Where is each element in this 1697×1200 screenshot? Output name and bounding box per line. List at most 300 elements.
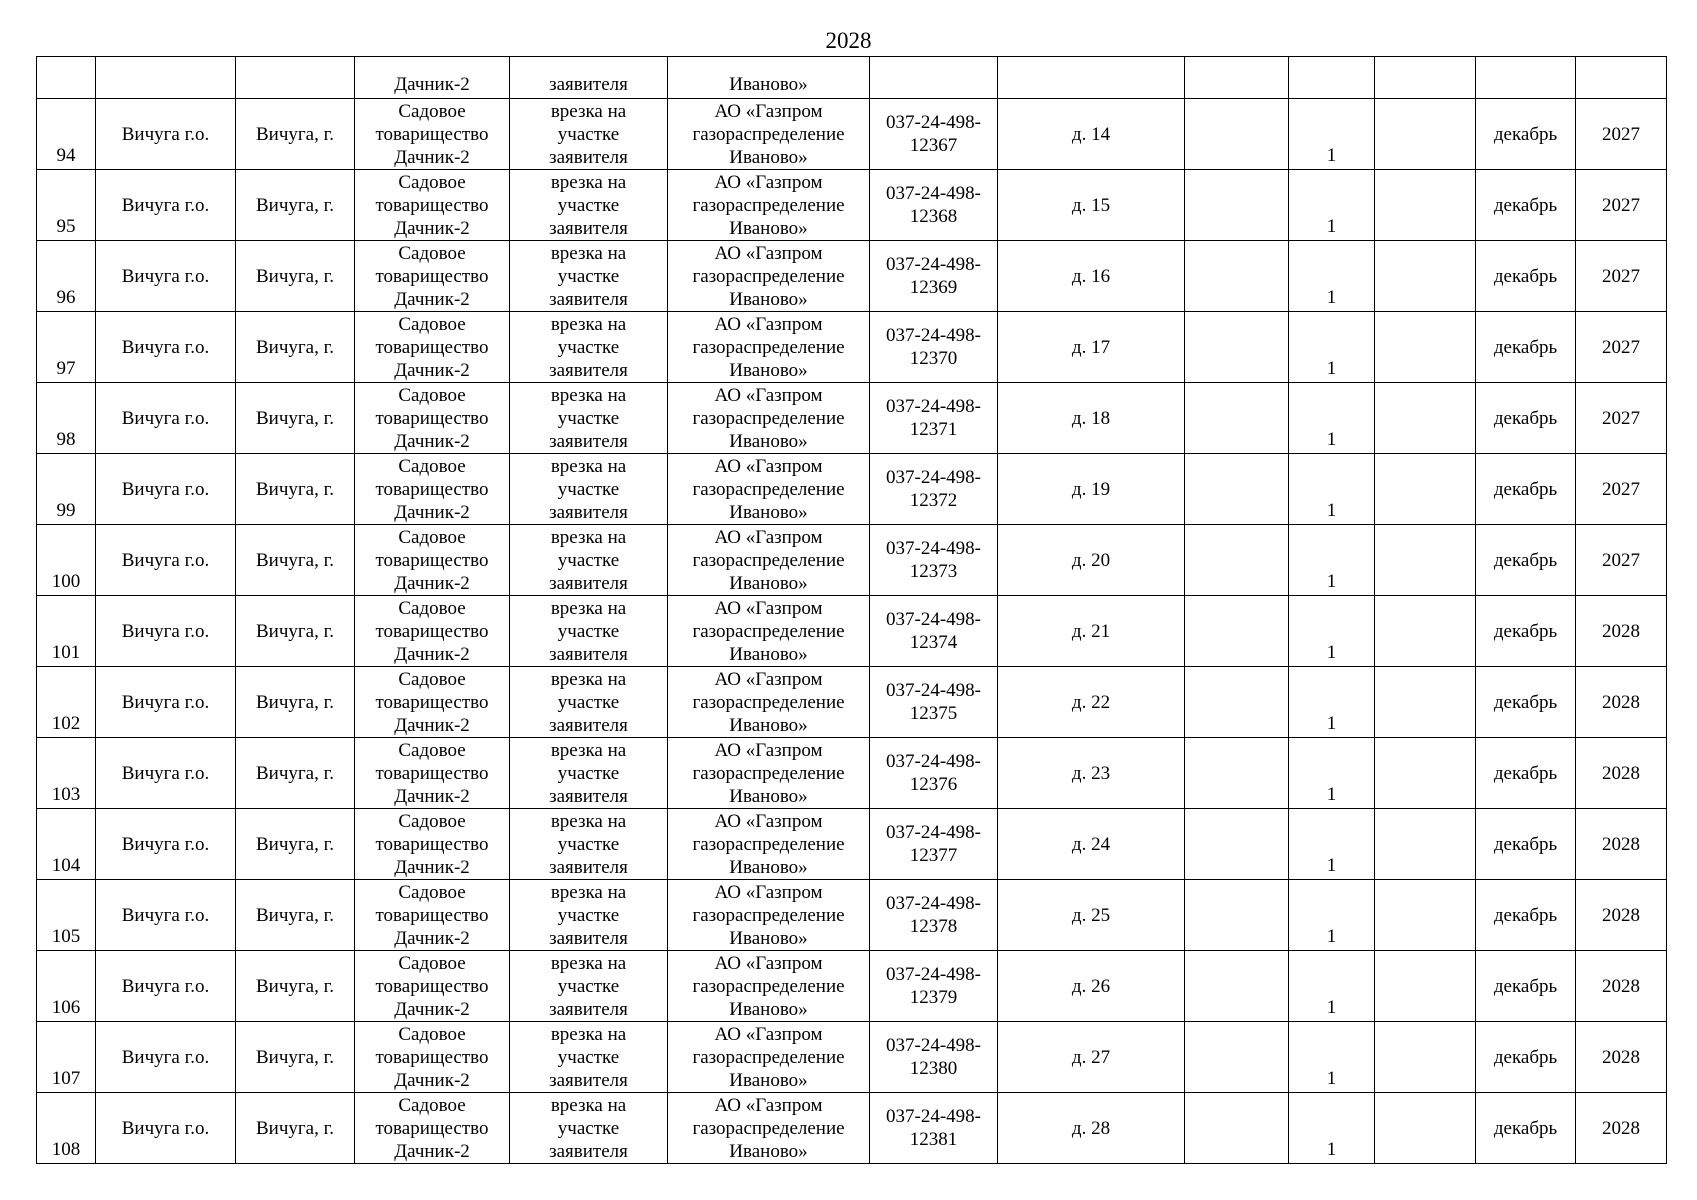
cell-district: Вичуга г.о.: [96, 738, 236, 809]
cell-place-line: товарищество: [375, 1117, 489, 1139]
cell-method-line: заявителя: [549, 359, 628, 381]
cell-org-line: Иваново»: [729, 785, 808, 807]
cell-num: 108: [37, 1093, 96, 1164]
cell-code: [870, 99, 998, 170]
cell-month: декабрь: [1476, 880, 1576, 951]
cell-code-line: 037-24-498-: [886, 1035, 981, 1056]
cell-place-line: Дачник-2: [394, 1140, 470, 1162]
cell-year: 2028: [1576, 1022, 1667, 1093]
cell-month: декабрь: [1476, 525, 1576, 596]
cell-place: [355, 1022, 510, 1093]
cell-year: 2027: [1576, 99, 1667, 170]
cell-settlement: Вичуга, г.: [236, 880, 355, 951]
cell-place-line: Дачник-2: [394, 288, 470, 310]
cell-year: 2027: [1576, 170, 1667, 241]
cell-org-line: газораспределение: [692, 1117, 845, 1139]
cell-count: 1: [1289, 1093, 1375, 1164]
cell-col11: [1375, 951, 1476, 1022]
cell-code: [870, 951, 998, 1022]
cell-method-line: врезка на: [550, 171, 627, 193]
cell-district: Вичуга г.о.: [96, 383, 236, 454]
cell-settlement: Вичуга, г.: [236, 809, 355, 880]
cell-org-line: АО «Газпром: [714, 1023, 823, 1045]
cell-place-line: Дачник-2: [394, 217, 470, 239]
cell-method-line: врезка на: [550, 739, 627, 761]
cell-org: [668, 170, 870, 241]
cell-org: [668, 667, 870, 738]
cell-settlement: Вичуга, г.: [236, 170, 355, 241]
cell-col9: [1185, 1093, 1289, 1164]
cell-org-line: газораспределение: [692, 1046, 845, 1068]
cell-place-line: товарищество: [375, 549, 489, 571]
table-row: [37, 525, 1667, 596]
cell-house: д. 16: [998, 241, 1185, 312]
cell-place: [355, 99, 510, 170]
cell-house: д. 15: [998, 170, 1185, 241]
table-row-continued: [37, 57, 1667, 99]
cell-org-line: АО «Газпром: [714, 739, 823, 761]
cell-num: 98: [37, 383, 96, 454]
cell-org: [668, 738, 870, 809]
cell-org-line: газораспределение: [692, 691, 845, 713]
cell-year: 2027: [1576, 312, 1667, 383]
cell-count: 1: [1289, 170, 1375, 241]
cell-month: декабрь: [1476, 809, 1576, 880]
cell-place-line: Дачник-2: [394, 643, 470, 665]
cell-org: [668, 312, 870, 383]
cell-col9: [1185, 312, 1289, 383]
cell-org-line: Иваново»: [729, 856, 808, 878]
cell-place: [355, 667, 510, 738]
cell-col9: [1185, 880, 1289, 951]
cell-district: Вичуга г.о.: [96, 596, 236, 667]
cell-place-line: Садовое: [398, 739, 466, 761]
cell-col11: [1375, 383, 1476, 454]
cell-place-line: Дачник-2: [394, 501, 470, 523]
cell-org-line: Иваново»: [729, 998, 808, 1020]
cell-org: [668, 809, 870, 880]
cell-place-line: Садовое: [398, 242, 466, 264]
cell-code-line: 12372: [909, 490, 958, 511]
cell-house: д. 27: [998, 1022, 1185, 1093]
cell-col11: [1375, 738, 1476, 809]
cell-method: [510, 596, 668, 667]
cell-col9: [1185, 57, 1289, 99]
cell-count: 1: [1289, 951, 1375, 1022]
cell-place-line: Дачник-2: [394, 1069, 470, 1091]
page-number: 2028: [825, 28, 872, 53]
cell-org-line: АО «Газпром: [714, 455, 823, 477]
cell-method-line: участке: [557, 833, 620, 855]
cell-method-line: врезка на: [550, 100, 627, 122]
cell-col11: [1375, 312, 1476, 383]
cell-code-line: 12376: [909, 774, 958, 795]
cell-col11: [1375, 170, 1476, 241]
table-row: [37, 1093, 1667, 1164]
table-row: [37, 383, 1667, 454]
cell-org-line: газораспределение: [692, 478, 845, 500]
cell-count: 1: [1289, 99, 1375, 170]
cell-place: [355, 738, 510, 809]
cell-code-line: 12374: [909, 632, 958, 653]
cell-count: 1: [1289, 880, 1375, 951]
cell-year: 2028: [1576, 880, 1667, 951]
cell-method: [510, 241, 668, 312]
cell-method-line: заявителя: [549, 643, 628, 665]
table-row: [37, 170, 1667, 241]
cell-org: [668, 951, 870, 1022]
cell-code-line: 12371: [909, 419, 958, 440]
cell-code-line: 037-24-498-: [886, 325, 981, 346]
cell-col11: [1375, 1022, 1476, 1093]
cell-method: [510, 951, 668, 1022]
cell-method-line: заявителя: [549, 288, 628, 310]
cell-method-line: врезка на: [550, 455, 627, 477]
cell-place-line: Дачник-2: [394, 430, 470, 452]
cell-method-line: врезка на: [550, 1023, 627, 1045]
cell-district: Вичуга г.о.: [96, 170, 236, 241]
cell-code-line: 12373: [909, 561, 958, 582]
cell-method-line: участке: [557, 1117, 620, 1139]
cell-month: декабрь: [1476, 1093, 1576, 1164]
cell-col11: [1375, 241, 1476, 312]
cell-code-line: 037-24-498-: [886, 893, 981, 914]
cell-house: д. 20: [998, 525, 1185, 596]
cell-col9: [1185, 667, 1289, 738]
cell-method-line: врезка на: [550, 313, 627, 335]
cell-org: [668, 1022, 870, 1093]
cell-col11: [1375, 1093, 1476, 1164]
cell-col11: [1375, 880, 1476, 951]
cell-place: [355, 951, 510, 1022]
cell-house: д. 14: [998, 99, 1185, 170]
cell-num: 103: [37, 738, 96, 809]
cell-district: Вичуга г.о.: [96, 667, 236, 738]
cell-method: [510, 1022, 668, 1093]
cell-org-line: газораспределение: [692, 265, 845, 287]
cell-code-line: 037-24-498-: [886, 751, 981, 772]
cell-place-line: товарищество: [375, 478, 489, 500]
cell-settlement: Вичуга, г.: [236, 241, 355, 312]
cell-code-line: 037-24-498-: [886, 680, 981, 701]
cell-col9: [1185, 951, 1289, 1022]
cell-method-line: участке: [557, 975, 620, 997]
cell-place-line: Дачник-2: [394, 146, 470, 168]
cell-settlement: Вичуга, г.: [236, 738, 355, 809]
cell-method-line: заявителя: [549, 927, 628, 949]
cell-settlement: Вичуга, г.: [236, 383, 355, 454]
cell-place-line: Садовое: [398, 1023, 466, 1045]
cell-org-line: АО «Газпром: [714, 526, 823, 548]
cell-code: [870, 525, 998, 596]
cell-settlement: Вичуга, г.: [236, 525, 355, 596]
cell-method-line: участке: [557, 407, 620, 429]
cell-place-line: Дачник-2: [394, 785, 470, 807]
cell-code-line: 12379: [909, 987, 958, 1008]
cell-org-line: газораспределение: [692, 194, 845, 216]
cell-col9: [1185, 1022, 1289, 1093]
cell-count: 1: [1289, 596, 1375, 667]
cell-house: д. 25: [998, 880, 1185, 951]
cell-house: д. 24: [998, 809, 1185, 880]
cell-col9: [1185, 241, 1289, 312]
cell-settlement: Вичуга, г.: [236, 1022, 355, 1093]
cell-place: [355, 525, 510, 596]
cell-place-line: Дачник-2: [394, 359, 470, 381]
cell-settlement: Вичуга, г.: [236, 1093, 355, 1164]
cell-house: д. 21: [998, 596, 1185, 667]
cell-org-line: АО «Газпром: [714, 1094, 823, 1116]
cell-district: [96, 57, 236, 99]
cell-org-line: АО «Газпром: [714, 881, 823, 903]
cell-org-line: Иваново»: [729, 217, 808, 239]
cell-col9: [1185, 99, 1289, 170]
cell-code: [870, 312, 998, 383]
cell-method: [510, 738, 668, 809]
cell-method: заявителя: [510, 57, 668, 99]
table-row: [37, 312, 1667, 383]
cell-place-line: Садовое: [398, 952, 466, 974]
cell-code-line: 037-24-498-: [886, 538, 981, 559]
cell-org-line: Иваново»: [729, 927, 808, 949]
cell-place-line: товарищество: [375, 691, 489, 713]
cell-method: [510, 170, 668, 241]
cell-code-line: 037-24-498-: [886, 822, 981, 843]
cell-org-line: Иваново»: [729, 501, 808, 523]
cell-settlement: Вичуга, г.: [236, 596, 355, 667]
cell-code: [870, 454, 998, 525]
cell-method-line: врезка на: [550, 526, 627, 548]
cell-method-line: участке: [557, 691, 620, 713]
cell-code: [870, 241, 998, 312]
cell-method-line: заявителя: [549, 217, 628, 239]
cell-code-line: 12367: [909, 135, 958, 156]
cell-place: [355, 312, 510, 383]
cell-month: декабрь: [1476, 667, 1576, 738]
cell-place-line: Дачник-2: [394, 856, 470, 878]
cell-method-line: заявителя: [549, 430, 628, 452]
cell-place-line: товарищество: [375, 336, 489, 358]
cell-house: д. 23: [998, 738, 1185, 809]
cell-place: [355, 454, 510, 525]
cell-house: д. 19: [998, 454, 1185, 525]
cell-method-line: заявителя: [549, 1069, 628, 1091]
cell-org: [668, 525, 870, 596]
cell-col11: [1375, 99, 1476, 170]
cell-place: [355, 1093, 510, 1164]
table-row: [37, 99, 1667, 170]
cell-district: Вичуга г.о.: [96, 1022, 236, 1093]
cell-place-line: Садовое: [398, 384, 466, 406]
cell-code-line: 037-24-498-: [886, 254, 981, 275]
cell-code: [870, 596, 998, 667]
cell-org: [668, 596, 870, 667]
cell-code-line: 12375: [909, 703, 958, 724]
cell-org-line: газораспределение: [692, 975, 845, 997]
cell-count: 1: [1289, 809, 1375, 880]
cell-year: 2027: [1576, 241, 1667, 312]
cell-col11: [1375, 454, 1476, 525]
cell-year: 2028: [1576, 1093, 1667, 1164]
cell-method-line: заявителя: [549, 785, 628, 807]
cell-org-line: АО «Газпром: [714, 171, 823, 193]
cell-code: [870, 880, 998, 951]
cell-month: декабрь: [1476, 738, 1576, 809]
cell-district: Вичуга г.о.: [96, 525, 236, 596]
cell-month: декабрь: [1476, 383, 1576, 454]
cell-place-line: товарищество: [375, 265, 489, 287]
cell-method-line: врезка на: [550, 952, 627, 974]
cell-method-line: участке: [557, 762, 620, 784]
cell-settlement: Вичуга, г.: [236, 99, 355, 170]
cell-num: 107: [37, 1022, 96, 1093]
cell-method-line: заявителя: [549, 856, 628, 878]
cell-place: [355, 383, 510, 454]
cell-place-line: Садовое: [398, 810, 466, 832]
cell-method-line: заявителя: [549, 714, 628, 736]
table-row: [37, 596, 1667, 667]
cell-num: 95: [37, 170, 96, 241]
cell-org-line: Иваново»: [729, 430, 808, 452]
cell-org: [668, 454, 870, 525]
cell-method: [510, 454, 668, 525]
cell-org-line: газораспределение: [692, 549, 845, 571]
cell-col9: [1185, 809, 1289, 880]
cell-code-line: 037-24-498-: [886, 964, 981, 985]
cell-col11: [1375, 57, 1476, 99]
cell-district: Вичуга г.о.: [96, 880, 236, 951]
cell-code-line: 037-24-498-: [886, 396, 981, 417]
cell-year: 2028: [1576, 667, 1667, 738]
cell-house: д. 18: [998, 383, 1185, 454]
cell-month: декабрь: [1476, 312, 1576, 383]
cell-method-line: участке: [557, 1046, 620, 1068]
cell-count: [1289, 57, 1375, 99]
cell-method-line: участке: [557, 265, 620, 287]
cell-col9: [1185, 383, 1289, 454]
cell-num: 97: [37, 312, 96, 383]
cell-code: [870, 738, 998, 809]
cell-month: декабрь: [1476, 1022, 1576, 1093]
cell-col11: [1375, 667, 1476, 738]
cell-count: 1: [1289, 1022, 1375, 1093]
cell-code-line: 12370: [909, 348, 958, 369]
cell-org-line: АО «Газпром: [714, 384, 823, 406]
cell-house: [998, 57, 1185, 99]
cell-year: 2028: [1576, 596, 1667, 667]
cell-place: [355, 880, 510, 951]
cell-place-line: Садовое: [398, 171, 466, 193]
cell-method-line: заявителя: [549, 998, 628, 1020]
cell-org-line: Иваново»: [729, 1069, 808, 1091]
cell-district: Вичуга г.о.: [96, 1093, 236, 1164]
cell-org-line: газораспределение: [692, 833, 845, 855]
cell-place-line: товарищество: [375, 762, 489, 784]
cell-place-line: Дачник-2: [394, 572, 470, 594]
cell-org-line: Иваново»: [729, 572, 808, 594]
cell-col9: [1185, 170, 1289, 241]
gasification-schedule-table: [36, 56, 1667, 1164]
cell-place: [355, 596, 510, 667]
cell-count: 1: [1289, 525, 1375, 596]
cell-num: 100: [37, 525, 96, 596]
table-row: [37, 951, 1667, 1022]
cell-num: 94: [37, 99, 96, 170]
cell-method-line: заявителя: [549, 1140, 628, 1162]
cell-place-line: Садовое: [398, 881, 466, 903]
cell-place: [355, 170, 510, 241]
cell-method: [510, 667, 668, 738]
cell-settlement: Вичуга, г.: [236, 667, 355, 738]
cell-method-line: заявителя: [549, 146, 628, 168]
cell-place-line: Садовое: [398, 1094, 466, 1116]
cell-method-line: врезка на: [550, 384, 627, 406]
cell-org-line: Иваново»: [729, 359, 808, 381]
cell-code: [870, 57, 998, 99]
cell-place: [355, 241, 510, 312]
cell-org-line: газораспределение: [692, 904, 845, 926]
cell-code: [870, 1093, 998, 1164]
cell-year: 2027: [1576, 383, 1667, 454]
cell-place: Дачник-2: [355, 57, 510, 99]
cell-year: 2028: [1576, 951, 1667, 1022]
cell-org-line: АО «Газпром: [714, 668, 823, 690]
cell-num: 104: [37, 809, 96, 880]
cell-count: 1: [1289, 312, 1375, 383]
cell-year: 2027: [1576, 454, 1667, 525]
cell-org-line: АО «Газпром: [714, 952, 823, 974]
cell-method-line: участке: [557, 123, 620, 145]
table-row: [37, 1022, 1667, 1093]
cell-method-line: участке: [557, 904, 620, 926]
cell-code: [870, 383, 998, 454]
cell-method-line: участке: [557, 549, 620, 571]
cell-col9: [1185, 596, 1289, 667]
cell-org-line: АО «Газпром: [714, 100, 823, 122]
cell-num: 99: [37, 454, 96, 525]
cell-place-line: товарищество: [375, 1046, 489, 1068]
cell-count: 1: [1289, 667, 1375, 738]
cell-org-line: АО «Газпром: [714, 597, 823, 619]
cell-district: Вичуга г.о.: [96, 312, 236, 383]
cell-district: Вичуга г.о.: [96, 241, 236, 312]
cell-num: [37, 57, 96, 99]
cell-year: [1576, 57, 1667, 99]
cell-method-line: участке: [557, 620, 620, 642]
cell-place-line: товарищество: [375, 620, 489, 642]
cell-method: [510, 809, 668, 880]
cell-col11: [1375, 525, 1476, 596]
cell-method-line: врезка на: [550, 1094, 627, 1116]
cell-org-line: Иваново»: [729, 1140, 808, 1162]
cell-org-line: АО «Газпром: [714, 313, 823, 335]
cell-district: Вичуга г.о.: [96, 99, 236, 170]
cell-method-line: врезка на: [550, 242, 627, 264]
cell-month: декабрь: [1476, 99, 1576, 170]
cell-col11: [1375, 596, 1476, 667]
cell-settlement: Вичуга, г.: [236, 951, 355, 1022]
cell-num: 96: [37, 241, 96, 312]
table-row: [37, 241, 1667, 312]
cell-org: [668, 99, 870, 170]
cell-place-line: товарищество: [375, 975, 489, 997]
cell-col9: [1185, 738, 1289, 809]
cell-code-line: 12380: [909, 1058, 958, 1079]
cell-org-line: Иваново»: [729, 146, 808, 168]
cell-count: 1: [1289, 383, 1375, 454]
cell-org-line: газораспределение: [692, 336, 845, 358]
cell-org: [668, 1093, 870, 1164]
